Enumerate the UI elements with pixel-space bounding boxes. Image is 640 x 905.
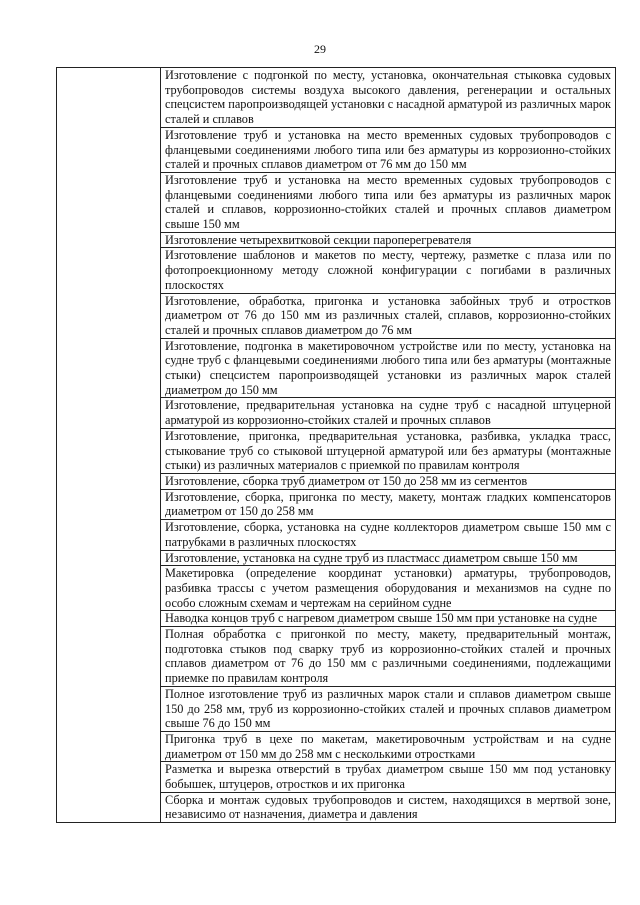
work-description-table-container bbox=[56, 67, 615, 823]
work-description-cell: Изготовление, обработка, пригонка и установка забойных труб и отростков диаметром от 76 до 150 мм из различных сталей, сплавов, коррозионно-стойких сталей и прочных сплавов диаметром до 76 мм bbox=[161, 293, 616, 338]
work-description-cell: Полное изготовление труб из различных марок стали и сплавов диаметром свыше 150 до 258 мм, труб из коррозионно-стойких сталей и прочных сплавов диаметром свыше 76 до 150 мм bbox=[161, 686, 616, 731]
work-description-cell: Макетировка (определение координат установки) арматуры, трубопроводов, разбивка трассы с учетом размещения оборудования и механизмов на судне по особо сложным схемам и чертежам на серийном судне bbox=[161, 566, 616, 611]
work-description-cell: Сборка и монтаж судовых трубопроводов и систем, находящихся в мертвой зоне, независимо от назначения, диаметра и давления bbox=[161, 792, 616, 822]
work-description-cell: Изготовление труб и установка на место временных судовых трубопроводов с фланцевыми соединениями любого типа или без арматуры из различных марок сталей и сплавов, коррозионно-стойких сталей и прочных сплавов диаметром свыше 150 мм bbox=[161, 172, 616, 232]
work-description-cell: Изготовление, предварительная установка на судне труб с насадной штуцерной арматурой из коррозионно-стойких сталей и прочных сплавов bbox=[161, 398, 616, 428]
work-description-table bbox=[56, 67, 616, 823]
work-description-cell: Пригонка труб в цехе по макетам, макетировочным устройствам и на судне диаметром от 150 мм до 258 мм с несколькими отростками bbox=[161, 731, 616, 761]
work-description-cell: Изготовление, сборка, установка на судне коллекторов диаметром свыше 150 мм с патрубками в различных плоскостях bbox=[161, 520, 616, 550]
table-body bbox=[57, 68, 616, 823]
work-description-cell: Изготовление, пригонка, предварительная установка, разбивка, укладка трасс, стыкование труб со стыковой штуцерной арматурой или без арматуры (монтажные стыки) из различных материалов с приемкой по правилам контроля bbox=[161, 428, 616, 473]
page-number: 29 bbox=[314, 42, 326, 56]
work-description-cell: Изготовление, сборка, пригонка по месту, макету, монтаж гладких компенсаторов диаметром от 150 до 258 мм bbox=[161, 489, 616, 519]
work-description-cell: Разметка и вырезка отверстий в трубах диаметром свыше 150 мм под установку бобышек, штуцеров, отростков и их пригонка bbox=[161, 762, 616, 792]
work-description-cell: Изготовление четырехвитковой секции пароперегревателя bbox=[161, 232, 616, 248]
work-description-cell: Изготовление, сборка труб диаметром от 150 до 258 мм из сегментов bbox=[161, 473, 616, 489]
empty-cell bbox=[57, 68, 161, 823]
work-description-cell: Изготовление с подгонкой по месту, установка, окончательная стыковка судовых трубопроводов системы воздуха высокого давления, регенерации и остальных спецсистем паропроизводящей установки с насадной арматурой из различных марок сталей и сплавов bbox=[161, 68, 616, 128]
work-description-cell: Изготовление, подгонка в макетировочном устройстве или по месту, установка на судне труб с фланцевыми соединениями любого типа или без арматуры (монтажные стыки) спецсистем паропроизводящей установки из различных марок сталей диаметром до 150 мм bbox=[161, 338, 616, 398]
work-description-cell: Изготовление, установка на судне труб из пластмасс диаметром свыше 150 мм bbox=[161, 550, 616, 566]
work-description-cell: Наводка концов труб с нагревом диаметром свыше 150 мм при установке на судне bbox=[161, 611, 616, 627]
work-description-cell: Полная обработка с пригонкой по месту, макету, предварительный монтаж, подготовка стыков под сварку труб из коррозионно-стойких сталей и прочных сплавов диаметром от 76 до 150 мм с различными соединениями, подлежащими приемке по правилам контроля bbox=[161, 627, 616, 687]
table-row bbox=[57, 68, 616, 128]
work-description-cell: Изготовление труб и установка на место временных судовых трубопроводов с фланцевыми соединениями любого типа или без арматуры из коррозионно-стойких сталей и прочных сплавов диаметром от 76 мм до 150 мм bbox=[161, 127, 616, 172]
work-description-cell: Изготовление шаблонов и макетов по месту, чертежу, разметке с плаза или по фотопроекционному методу сложной конфигурации с погибами в различных плоскостях bbox=[161, 248, 616, 293]
